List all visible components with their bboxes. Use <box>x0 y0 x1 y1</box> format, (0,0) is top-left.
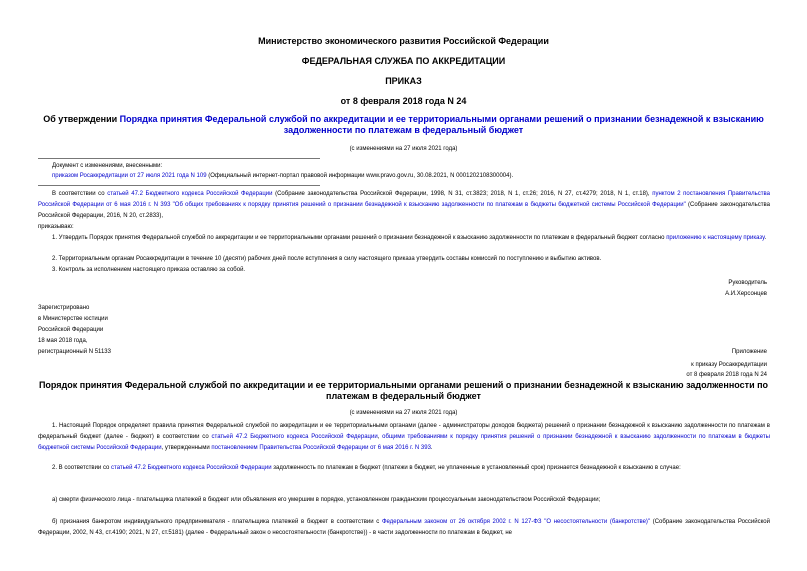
registration-line: Зарегистрировано <box>38 305 90 311</box>
paragraph-a: а) смерти физического лица - плательщика платежей в бюджет или объявления его умершим в порядке, установленном гражданским процессуальным законодательством Российской Федерации; <box>52 497 601 503</box>
appendix-label: к приказу Росаккредитации <box>691 362 767 368</box>
preamble-text: (Собрание законодательства Российской Федерации, 1998, N 31, ст.3823; 2018, N 1, ст.26; 2016, N 27, ст.4279; 2018, N 1, ст.18), <box>272 191 653 197</box>
item-text: 1. Утвердить Порядок принятия Федеральной службой по аккредитации и ее территориальными органами решений о признании безнадежной к взысканию задолженности по платежам в федеральный бюджет согласно <box>52 235 667 241</box>
changes-line <box>52 171 772 182</box>
item-text: . <box>764 235 767 241</box>
paragraph-text: 1. Настоящий Порядок определяет правила принятия Федеральной службой по аккредитации и ее территориальными органами (далее - администраторы доходов бюджета) решений о признании безнадежной к взысканию задолженности по платежам в федеральный бюджет (далее - бюджет) в соответствии со <box>38 423 770 440</box>
paragraph-text: (Собрание законодательства Российской Федерации, 2002, N 43, ст.4190; 2021, N 27, ст.5181) (далее - Федеральный закон о несостоятельности (банкротстве)) - в части задолженности по платежам в бюджет, не <box>38 519 770 536</box>
preamble-text: (Собрание законодательства Российской Федерации, 2016, N 20, ст.2833), <box>38 202 771 219</box>
order-item-2: 2. Территориальным органам Росаккредитации в течение 10 (десяти) рабочих дней после вступления в силу настоящего приказа утвердить составы комиссий по поступлению и выбытию активов. <box>52 256 602 262</box>
paragraph-text: , утвержденными <box>161 445 212 451</box>
changes-source: (Официальный интернет-портал правовой информации www.pravo.gov.ru, 30.08.2021, N 0001202108300004). <box>206 173 514 179</box>
title-prefix: Об утверждении <box>43 114 120 124</box>
order-date-number: от 8 февраля 2018 года N 24 <box>340 96 467 106</box>
paragraph-b <box>38 517 770 539</box>
budget-code-link[interactable]: статьей 47.2 Бюджетного кодекса Российской Федерации <box>107 191 273 197</box>
paragraph-text: , <box>377 434 383 440</box>
bankruptcy-law-link[interactable]: Федеральным законом от 26 октября 2002 г. N 127-ФЗ "О несостоятельности (банкротстве)" <box>381 519 651 525</box>
ministry-name: Министерство экономического развития Российской Федерации <box>258 36 549 46</box>
resolution-link[interactable]: пунктом 2 постановления Правительства Российской Федерации от 6 мая 2016 г. N 393 "Об общих требованиях к порядку принятия решений о признании безнадежной к взысканию задолженности по платежам в бюджеты бюджетной системы Российской Федерации" <box>38 191 771 208</box>
appendix-title: Порядок принятия Федеральной службой по аккредитации и ее территориальными органами решений о признании безнадежной к взысканию задолженности по платежам в федеральный бюджет <box>38 380 769 401</box>
changes-label: Документ с изменениями, внесенными: <box>52 163 163 169</box>
appendix-link[interactable]: приложению к настоящему приказу <box>666 235 765 241</box>
paragraph-text: задолженность по платежам в бюджет (платежи в бюджет, не уплаченные в установленный срок) признается безнадежной к взысканию в случае: <box>271 465 681 471</box>
registration-line: Российской Федерации <box>38 327 104 333</box>
appendix-amended: (с изменениями на 27 июля 2021 года) <box>349 410 458 416</box>
budget-code-link[interactable]: статьей 47.2 Бюджетного кодекса Российской Федерации <box>111 465 272 471</box>
registration-line: 18 мая 2018 года, <box>38 338 88 344</box>
paragraph-text: б) признания банкротом индивидуального предпринимателя - плательщика платежей в бюджет в соответствии с <box>52 519 382 525</box>
title-link[interactable]: Порядка принятия Федеральной службой по аккредитации и ее территориальными органами решений о признании безнадежной к взысканию задолженности по платежам в федеральный бюджет <box>119 114 764 135</box>
paragraph-text: . <box>430 445 433 451</box>
amended-note: (с изменениями на 27 июля 2021 года) <box>349 146 458 152</box>
budget-code-link[interactable]: статьей 47.2 Бюджетного кодекса Российской Федерации <box>211 434 378 440</box>
resolution-link[interactable]: постановлением Правительства Российской Федерации от 6 мая 2016 г. N 393 <box>211 445 431 451</box>
divider <box>38 158 320 159</box>
changes-link[interactable]: приказом Росаккредитации от 27 июля 2021 года N 109 <box>52 173 207 179</box>
general-requirements-link[interactable]: общими требованиями к порядку принятия решений о признании безнадежной к взысканию задолженности по платежам в бюджеты бюджетной системы Российской Федерации <box>38 434 770 451</box>
order-word: приказываю: <box>38 224 74 230</box>
paragraph-2 <box>38 463 770 474</box>
divider <box>38 185 320 186</box>
doc-type: ПРИКАЗ <box>385 76 422 86</box>
preamble <box>38 189 770 222</box>
order-item-1 <box>38 233 770 244</box>
registration-line: регистрационный N 51133 <box>38 349 111 355</box>
page-title <box>30 114 777 136</box>
registration-line: в Министерстве юстиции <box>38 316 108 322</box>
paragraph-1 <box>38 421 770 454</box>
signature-name: А.И.Херсонцев <box>725 291 767 297</box>
order-item-3: 3. Контроль за исполнением настоящего приказа оставляю за собой. <box>52 267 246 273</box>
agency-name: ФЕДЕРАЛЬНАЯ СЛУЖБА ПО АККРЕДИТАЦИИ <box>301 56 506 66</box>
signature-role: Руководитель <box>728 280 767 286</box>
preamble-text: В соответствии со <box>52 191 108 197</box>
appendix-label: от 8 февраля 2018 года N 24 <box>686 372 767 378</box>
appendix-label: Приложение <box>731 349 767 355</box>
paragraph-text: 2. В соответствии со <box>52 465 112 471</box>
